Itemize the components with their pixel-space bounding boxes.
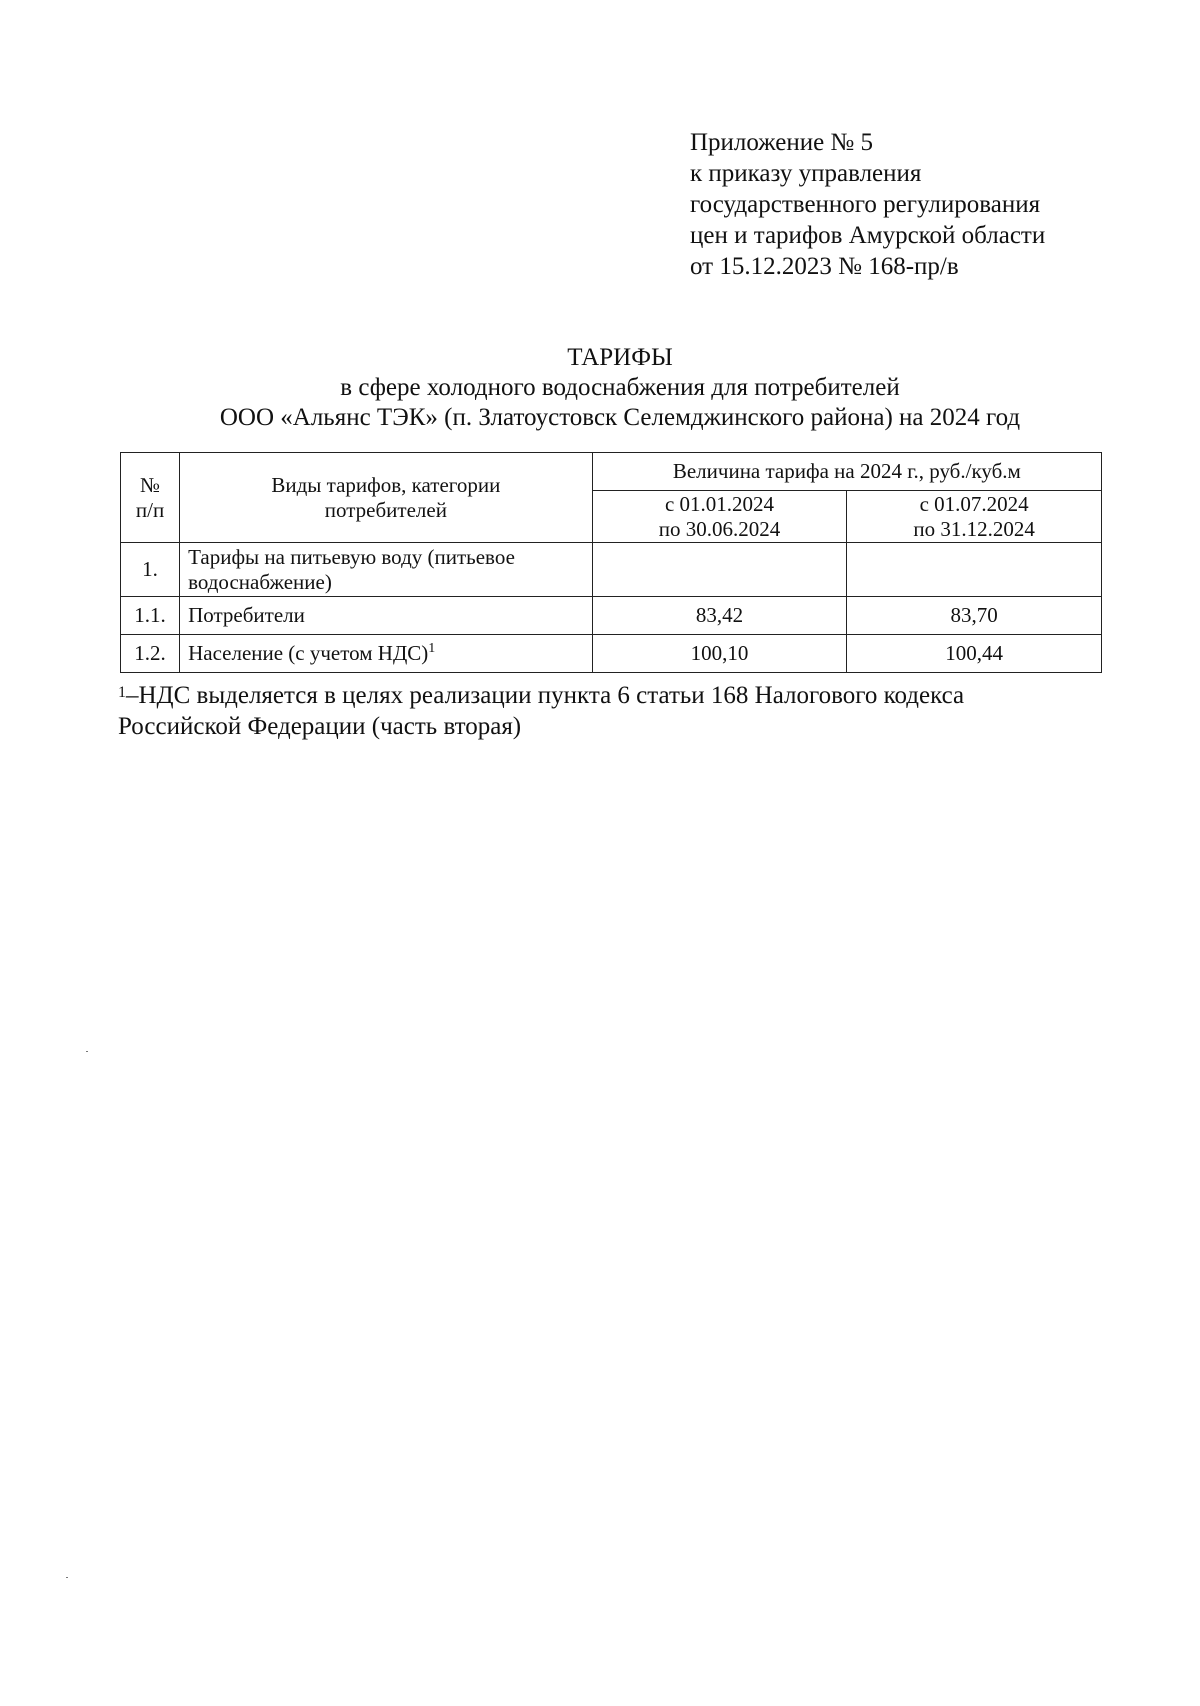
title-subtitle: ООО «Альянс ТЭК» (п. Златоустовск Селемджинского района) на 2024 год [219, 404, 1021, 431]
appendix-line: Приложение № 5 [690, 129, 874, 156]
header-num [121, 453, 180, 543]
table-row [121, 635, 1102, 673]
title-subtitle: в сфере холодного водоснабжения для потребителей [340, 374, 900, 401]
row-num: 1. [121, 543, 180, 597]
row-num: 1.1. [121, 597, 180, 635]
header-kind [180, 453, 593, 543]
table-header-row [121, 453, 1102, 491]
row-num: 1.2. [121, 635, 180, 673]
appendix-reference [690, 127, 1045, 282]
table-row [121, 597, 1102, 635]
appendix-line: к приказу управления [690, 160, 922, 187]
header-kind-line: Виды тарифов, категории [271, 472, 501, 497]
document-title [120, 343, 1120, 433]
header-num-line: № [140, 472, 161, 497]
header-value: Величина тарифа на 2024 г., руб./куб.м [592, 453, 1101, 491]
header-period-line: с 01.07.2024 [919, 491, 1029, 516]
row-kind [180, 635, 593, 673]
table-row [121, 543, 1102, 597]
row-value-period-1: 83,42 [592, 597, 847, 635]
scan-speck [66, 1577, 68, 1578]
footnote-reference: 1 [428, 641, 436, 656]
row-value-period-2: 100,44 [847, 635, 1102, 673]
title-main: ТАРИФЫ [567, 344, 673, 371]
appendix-line: государственного регулирования [690, 191, 1041, 218]
scan-speck [86, 1051, 88, 1052]
row-kind-line: водоснабжение) [188, 569, 332, 594]
header-num-line: п/п [135, 497, 165, 522]
footnote-mark: 1 [118, 684, 126, 701]
footnote-line [118, 680, 1078, 711]
appendix-line: цен и тарифов Амурской области [690, 222, 1046, 249]
header-period-line: с 01.01.2024 [664, 491, 775, 516]
header-period-line: по 31.12.2024 [913, 516, 1035, 541]
row-kind-line: Тарифы на питьевую воду (питьевое [188, 544, 515, 569]
row-value-period-2 [847, 543, 1102, 597]
row-kind: Потребители [180, 597, 593, 635]
row-kind [180, 543, 593, 597]
appendix-line: от 15.12.2023 № 168-пр/в [690, 253, 959, 280]
header-kind-line: потребителей [324, 497, 447, 522]
footnote-line: Российской Федерации (часть вторая) [118, 713, 522, 740]
footnote-text: –НДС выделяется в целях реализации пункта 6 статьи 168 Налогового кодекса [126, 682, 965, 709]
row-value-period-2: 83,70 [847, 597, 1102, 635]
header-period-1 [592, 491, 847, 543]
header-period-2 [847, 491, 1102, 543]
row-value-period-1 [592, 543, 847, 597]
row-value-period-1: 100,10 [592, 635, 847, 673]
header-period-line: по 30.06.2024 [658, 516, 781, 541]
tariff-table [120, 452, 1102, 673]
row-kind-text: Население (с учетом НДС) [188, 641, 429, 665]
footnote [118, 680, 1078, 742]
